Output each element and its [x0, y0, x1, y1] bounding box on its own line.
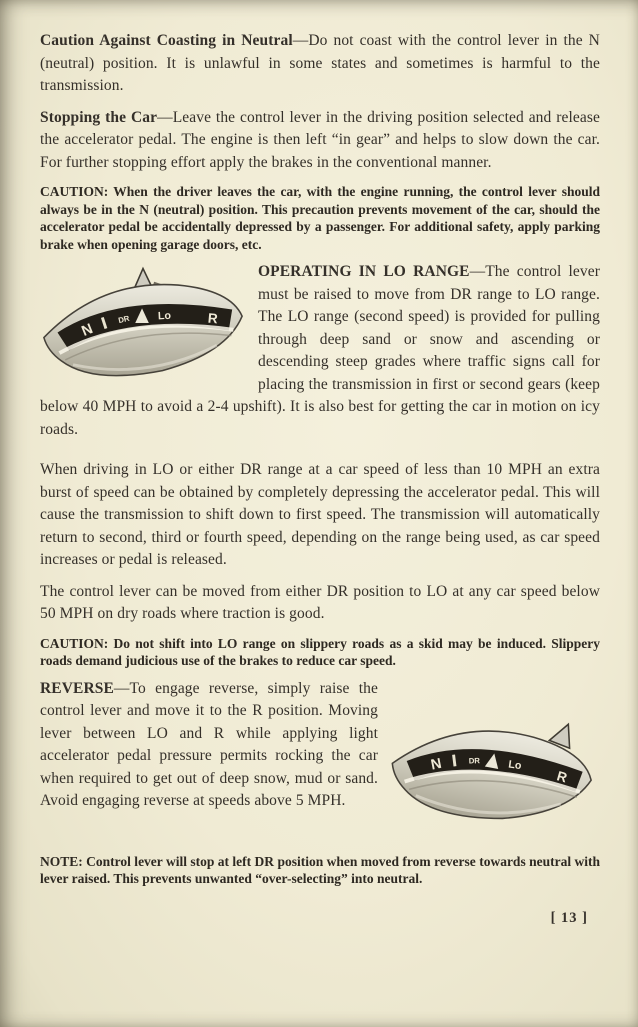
- coasting-heading: Caution Against Coasting in Neutral: [40, 32, 293, 49]
- dial-label-n: N: [429, 755, 444, 774]
- lo-range-body: —The control lever must be raised to move from DR range to LO range. The LO range (second speed) is provided for pulling through deep sand or snow and ascending or descending steep grades where traffic signs call for placing the transmission in first or second gears (keep below 40 MPH to avoid a 2-4 upshift). It is also best for getting the car in motion on icy roads.: [40, 263, 601, 438]
- dial-label-r: R: [555, 767, 569, 785]
- paragraph-lo-moving: The control lever can be moved from either DR position to LO at any car speed below 50 MPH on dry roads where traction is good.: [40, 582, 600, 622]
- paragraph-lo-driving: When driving in LO or either DR range at a car speed of less than 10 MPH an extra burst of speed can be obtained by completely depressing the accelerator pedal. This will cause the transmission to shift down to first speed. The transmission will automatically return to second, third or fourth speed, depending on the range being used, as car speed increases or pedal is released.: [40, 461, 600, 568]
- section-lo-range: [40, 261, 600, 450]
- paragraph-stopping: [40, 107, 600, 175]
- page-number: [ 13 ]: [550, 909, 588, 926]
- gear-quadrant-dial-svg: [388, 694, 600, 842]
- section-reverse: [40, 678, 600, 844]
- gear-quadrant-dial-svg: [40, 263, 246, 381]
- dial-label-lo: Lo: [507, 757, 523, 772]
- dial-label-lo: Lo: [157, 309, 172, 323]
- caution-slippery-note: CAUTION: Do not shift into LO range on slippery roads as a skid may be induced. Slippery roads demand judicious use of the brakes to reduce car speed.: [40, 635, 600, 668]
- caution-neutral-note: CAUTION: When the driver leaves the car, with the engine running, the control lever should always be in the N (neutral) position. This precaution prevents movement of the car, should the accelerator pedal be accidentally depressed by a passenger. For additional safety, apply parking brake when opening garage doors, etc.: [40, 184, 600, 252]
- dial-label-dr: DR: [468, 755, 481, 766]
- reverse-heading: REVERSE: [40, 679, 114, 697]
- dial-label-n: N: [79, 321, 96, 340]
- dial-label-r: R: [207, 310, 219, 327]
- dial-label-dr: DR: [117, 313, 131, 326]
- stopping-heading: Stopping the Car: [40, 108, 158, 126]
- lo-range-heading: OPERATING IN LO RANGE: [258, 263, 470, 280]
- paragraph-coasting: [40, 30, 600, 98]
- gear-quadrant-illustration-lo: [40, 263, 246, 381]
- note-reverse-stop: NOTE: Control lever will stop at left DR position when moved from reverse towards neutral with lever raised. This prevents unwanted “over-selecting” into neutral.: [40, 853, 600, 886]
- reverse-body: —To engage reverse, simply raise the control lever and move it to the R position. Moving lever between LO and R while applying light accelerator pedal pressure permits rocking the car when required to get out of deep snow, mud or sand. Avoid engaging reverse at speeds above 5 MPH.: [40, 679, 378, 809]
- stopping-body: —Leave the control lever in the driving position selected and release the accelerator pedal. The engine is then left “in gear” and helps to slow down the car. For further stopping effort apply the brakes in the conventional manner.: [40, 108, 600, 171]
- gear-quadrant-illustration-reverse: [388, 694, 600, 842]
- coasting-body: —Do not coast with the control lever in the N (neutral) position. It is unlawful in some states and sometimes is harmful to the transmission.: [40, 32, 600, 94]
